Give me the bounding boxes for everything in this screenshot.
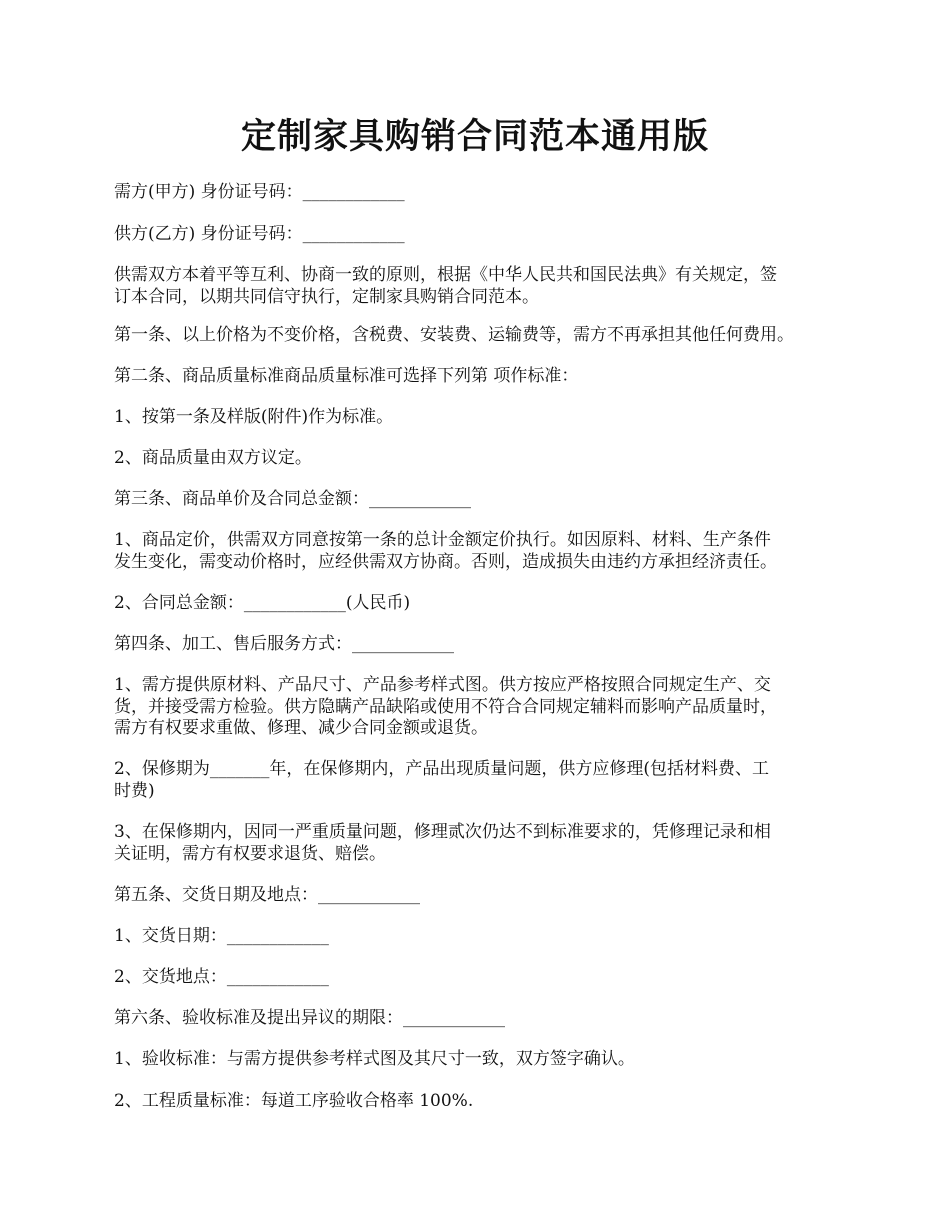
clause-article-6-item-2: 2、工程质量标准：每道工序验收合格率 100%. xyxy=(114,1091,474,1111)
clause-article-3-item-1: 1、商品定价，供需双方同意按第一条的总计金额定价执行。如因原料、材料、生产条件 发生变化，需变动价格时，应经供需双方协商。否则，造成损失由违约方承担经济责任。 xyxy=(114,530,777,572)
clause-article-4-item-2: 2、保修期为_______年，在保修期内，产品出现质量问题，供方应修理(包括材料费、工 时费) xyxy=(114,759,769,801)
clause-article-5-item-1: 1、交货日期：____________ xyxy=(114,926,329,946)
clause-article-3: 第三条、商品单价及合同总金额：____________ xyxy=(114,489,471,509)
page-title: 定制家具购销合同范本通用版 xyxy=(240,116,709,157)
clause-buyer-id: 需方(甲方) 身份证号码：____________ xyxy=(114,182,405,202)
clause-article-1: 第一条、以上价格为不变价格，含税费、安装费、运输费等，需方不再承担其他任何费用。 xyxy=(114,325,794,345)
clause-article-6-item-1: 1、验收标准：与需方提供参考样式图及其尺寸一致，双方签字确认。 xyxy=(114,1049,635,1069)
clause-article-5-item-2: 2、交货地点：____________ xyxy=(114,967,329,987)
clause-article-3-item-2: 2、合同总金额：____________(人民币) xyxy=(114,593,411,613)
clause-preamble: 供需双方本着平等互利、协商一致的原则，根据《中华人民共和国民法典》有关规定，签 订本合同，以期共同信守执行，定制家具购销合同范本。 xyxy=(114,265,777,307)
clause-article-2-item-1: 1、按第一条及样版(附件)作为标准。 xyxy=(114,407,394,427)
clause-article-4: 第四条、加工、售后服务方式：____________ xyxy=(114,634,454,654)
clause-seller-id: 供方(乙方) 身份证号码：____________ xyxy=(114,224,405,244)
clause-article-2-item-2: 2、商品质量由双方议定。 xyxy=(114,448,312,468)
clause-article-4-item-1: 1、需方提供原材料、产品尺寸、产品参考样式图。供方按应严格按照合同规定生产、交 货，并接受需方检验。供方隐瞒产品缺陷或使用不符合合同规定辅料而影响产品质量时， 需方有权要求重做、修理、减少合同金额或退货。 xyxy=(114,675,777,738)
clause-article-2: 第二条、商品质量标准商品质量标准可选择下列第 项作标准： xyxy=(114,366,579,386)
clause-article-6: 第六条、验收标准及提出异议的期限：____________ xyxy=(114,1008,505,1028)
clause-article-5: 第五条、交货日期及地点：____________ xyxy=(114,885,420,905)
clause-article-4-item-3: 3、在保修期内，因同一严重质量问题，修理贰次仍达不到标准要求的，凭修理记录和相 关证明，需方有权要求退货、赔偿。 xyxy=(114,822,771,864)
